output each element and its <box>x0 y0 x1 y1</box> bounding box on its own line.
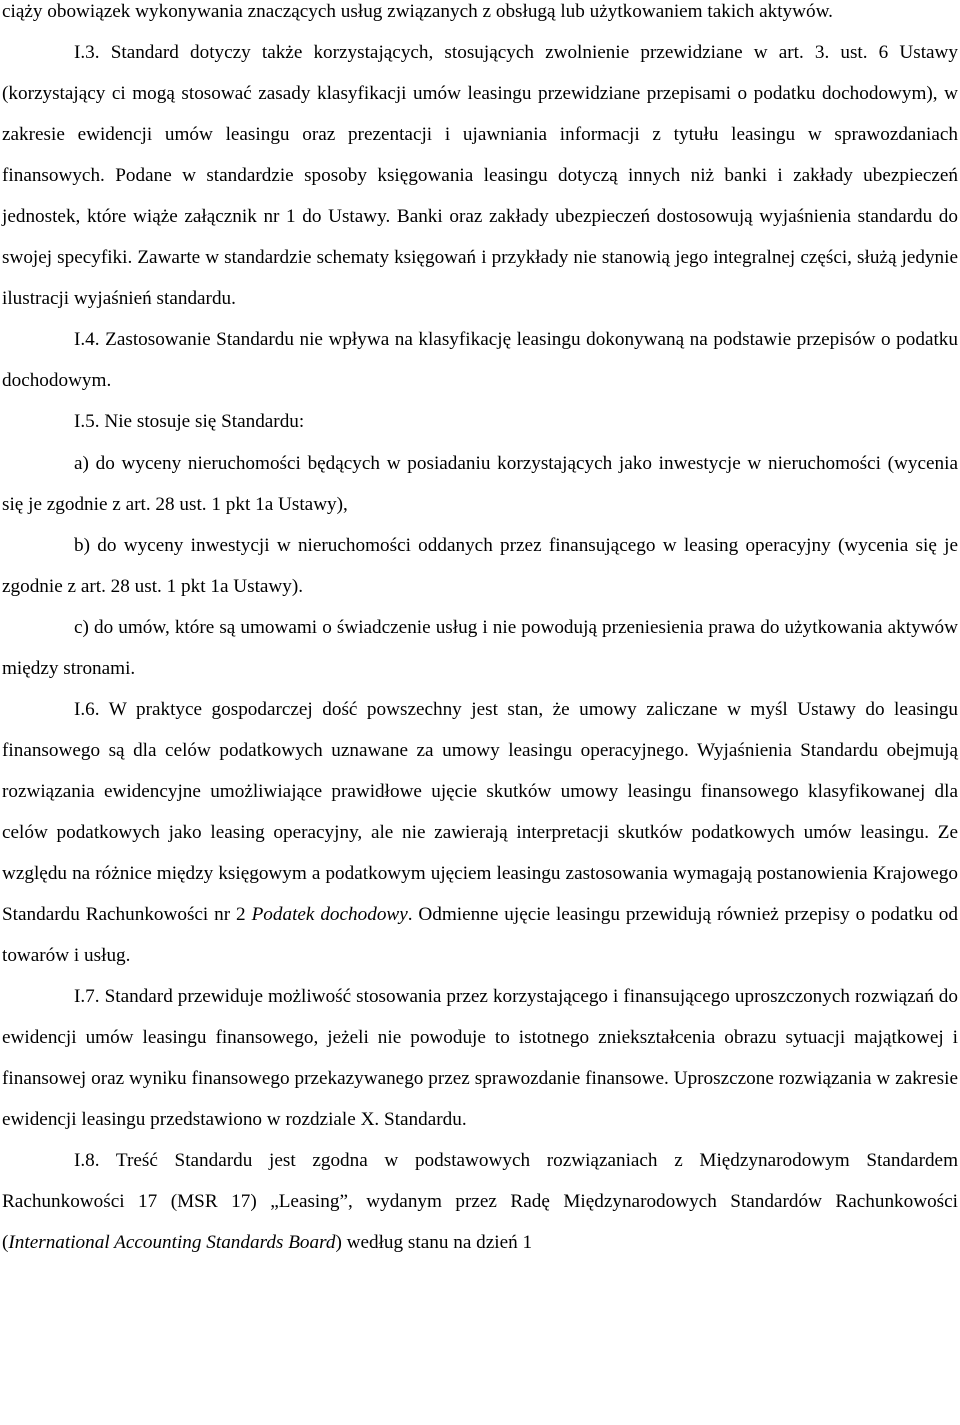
document-page <box>2 0 958 1263</box>
paragraph-I6-text: I.6. W praktyce gospodarczej dość powszechny jest stan, że umowy zaliczane w myśl Ustawy do leasingu finansowego są dla celów podatkowych uznawane za umowy leasingu operacyjnego. Wyjaśnienia Standardu obejmują rozwiązania ewidencyjne umożliwiające prawidłowe ujęcie skutków umowy leasingu finansowego klasyfikowanej dla celów podatkowych jako leasing operacyjny, ale nie zawierają interpretacji skutków podatkowych umów leasingu. Ze względu na różnice między księgowym a podatkowym ujęciem leasingu zastosowania wymagają postanowienia Krajowego Standardu Rachunkowości nr 2 <box>2 698 958 926</box>
standard-title-italic: Podatek dochodowy <box>251 904 408 926</box>
list-item-a: a) do wyceny nieruchomości będących w posiadaniu korzystających jako inwestycje w nieruchomości (wycenia się je zgodnie z art. 28 ust. 1 pkt 1a Ustawy), <box>2 452 958 515</box>
list-item-c: c) do umów, które są umowami o świadczenie usług i nie powodują przeniesienia prawa do użytkowania aktywów między stronami. <box>2 616 958 679</box>
paragraph-I8-text: I.8. Treść Standardu jest zgodna w podstawowych rozwiązaniach z Międzynarodowym Standardem Rachunkowości 17 (MSR 17) „Leasing”, wydanym przez Radę Międzynarodowych Standardów Rachunkowości ( <box>2 1150 958 1254</box>
paragraph-I5: I.5. Nie stosuje się Standardu: <box>74 411 305 433</box>
board-name-italic: International Accounting Standards Board <box>8 1232 336 1254</box>
paragraph-I6 <box>2 689 958 976</box>
paragraph-I4: I.4. Zastosowanie Standardu nie wpływa na klasyfikację leasingu dokonywaną na podstawie przepisów o podatku dochodowym. <box>2 329 958 392</box>
paragraph-I8 <box>2 1140 958 1263</box>
paragraph-I3: I.3. Standard dotyczy także korzystających, stosujących zwolnienie przewidziane w art. 3. ust. 6 Ustawy (korzystający ci mogą stosować zasady klasyfikacji umów leasingu przewidziane przepisami o podatku dochodowym), w zakresie ewidencji umów leasingu oraz prezentacji i ujawniania informacji z tytułu leasingu w sprawozdaniach finansowych. Podane w standardzie sposoby księgowania leasingu dotyczą innych niż banki i zakłady ubezpieczeń jednostek, które wiąże załącznik nr 1 do Ustawy. Banki oraz zakłady ubezpieczeń dostosowują wyjaśnienia standardu do swojej specyfiki. Zawarte w standardzie schematy księgowań i przykłady nie stanowią jego integralnej części, służą jedynie ilustracji wyjaśnień standardu. <box>2 42 958 310</box>
paragraph-I8-text-end: ) według stanu na dzień 1 <box>335 1232 533 1254</box>
list-item-b: b) do wyceny inwestycji w nieruchomości oddanych przez finansującego w leasing operacyjny (wycenia się je zgodnie z art. 28 ust. 1 pkt 1a Ustawy). <box>2 534 958 597</box>
paragraph-continuation: ciąży obowiązek wykonywania znaczących usług związanych z obsługą lub użytkowaniem takich aktywów. <box>2 1 833 22</box>
paragraph-I7: I.7. Standard przewiduje możliwość stosowania przez korzystającego i finansującego uproszczonych rozwiązań do ewidencji umów leasingu finansowego, jeżeli nie powoduje to istotnego zniekształcenia obrazu sytuacji majątkowej i finansowej oraz wyniku finansowego przekazywanego przez sprawozdanie finansowe. Uproszczone rozwiązania w zakresie ewidencji leasingu przedstawiono w rozdziale X. Standardu. <box>2 986 958 1131</box>
paragraph-I6-text-end: . Odmienne ujęcie leasingu przewidują również przepisy o podatku od towarów i usług. <box>2 904 958 967</box>
